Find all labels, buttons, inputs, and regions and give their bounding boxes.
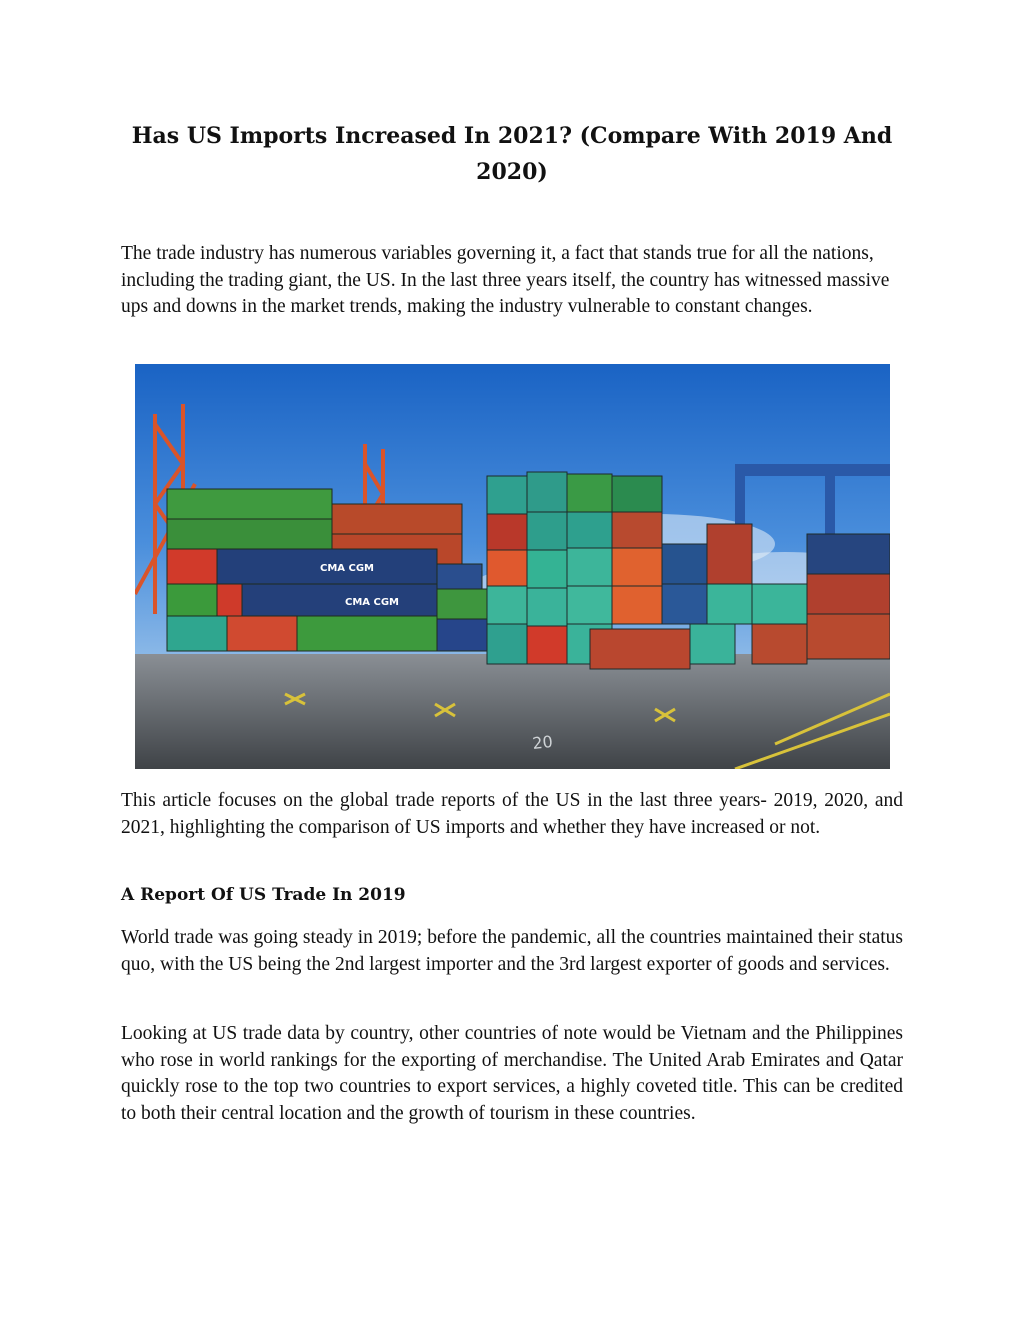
paragraph-2019-overview: World trade was going steady in 2019; before the pandemic, all the countries maintained their status quo, with the US being the 2nd largest importer and the 3rd largest exporter of goods and services. [121, 927, 903, 975]
shipping-containers-photo [135, 364, 890, 769]
ground-marking: 20 [531, 731, 554, 753]
container-label-2: CMA CGM [345, 597, 400, 608]
focus-paragraph: This article focuses on the global trade reports of the US in the last three years- 2019, 2020, and 2021, highlighting the comparison of US imports and whether they have increased or not. [121, 790, 903, 838]
section-heading-2019: A Report Of US Trade In 2019 [121, 885, 406, 905]
container-label-1: CMA CGM [320, 563, 375, 574]
article-title: Has US Imports Increased In 2021? (Compare With 2019 And 2020) [131, 123, 893, 185]
paragraph-2019-countries: Looking at US trade data by country, other countries of note would be Vietnam and the Philippines who rose in world rankings for the exporting of merchandise. The United Arab Emirates and Qatar quickly rose to the top two countries to export services, a highly coveted title. This can be credited to both their central location and the growth of tourism in these countries. [121, 1023, 903, 1124]
intro-paragraph: The trade industry has numerous variables governing it, a fact that stands true for all the nations, including the trading giant, the US. In the last three years itself, the country has witnessed massive ups and downs in the market trends, making the industry vulnerable to constant changes. [121, 243, 890, 317]
